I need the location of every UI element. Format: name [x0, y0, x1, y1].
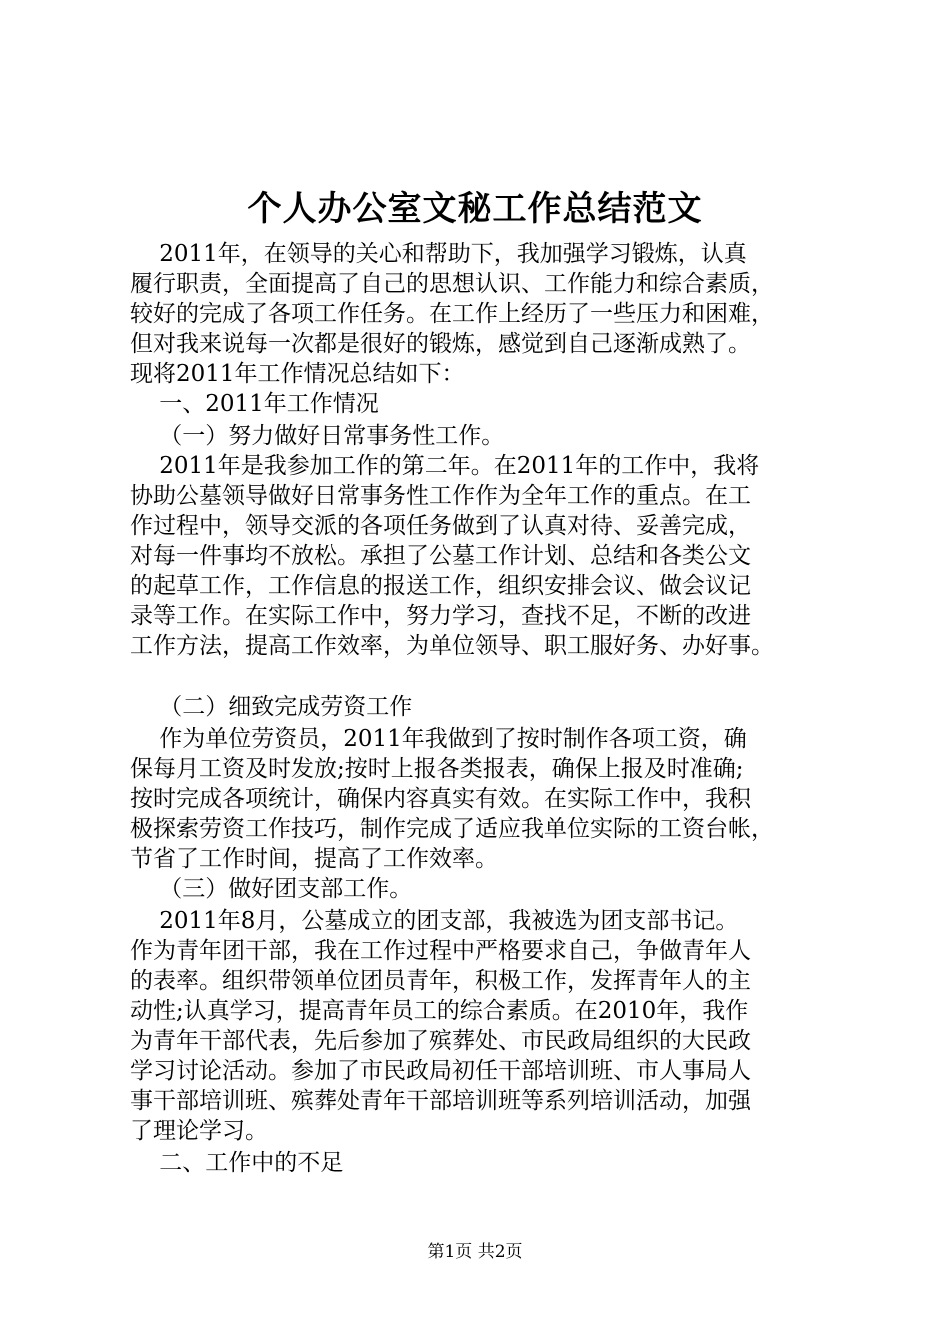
document-title: 个人办公室文秘工作总结范文	[247, 189, 703, 229]
text-line: 协助公墓领导做好日常事务性工作作为全年工作的重点。在工	[130, 483, 751, 509]
page-number-footer: 第1页 共2页	[427, 1242, 523, 1262]
text-line: 作过程中，领导交派的各项任务做到了认真对待、妥善完成，	[130, 513, 751, 539]
text-line: 对每一件事均不放松。承担了公墓工作计划、总结和各类公文	[130, 543, 751, 569]
subsection-heading: （三）做好团支部工作。	[130, 876, 413, 902]
text-line: 事干部培训班、殡葬处青年干部培训班等系列培训活动，加强	[130, 1088, 751, 1114]
text-line: 的表率。组织带领单位团员青年，积极工作，发挥青年人的主	[130, 968, 751, 994]
text-line: 极探索劳资工作技巧，制作完成了适应我单位实际的工资台帐，	[130, 816, 774, 842]
text-line: 动性;认真学习，提高青年员工的综合素质。在2010年，我作	[130, 998, 749, 1024]
text-line: 现将2011年工作情况总结如下：	[130, 361, 465, 387]
text-line: 保每月工资及时发放;按时上报各类报表，确保上报及时准确;	[130, 756, 744, 782]
text-line: 作为单位劳资员，2011年我做到了按时制作各项工资，确	[130, 726, 747, 752]
text-line: 2011年8月，公墓成立的团支部，我被选为团支部书记。	[130, 908, 739, 934]
text-line: 学习讨论活动。参加了市民政局初任干部培训班、市人事局人	[130, 1058, 751, 1084]
text-line: 2011年是我参加工作的第二年。在2011年的工作中，我将	[130, 453, 760, 479]
text-line: 录等工作。在实际工作中，努力学习，查找不足，不断的改进	[130, 603, 751, 629]
text-line: 工作方法，提高工作效率，为单位领导、职工服好务、办好事。	[130, 633, 774, 659]
text-line: 按时完成各项统计，确保内容真实有效。在实际工作中，我积	[130, 786, 751, 812]
subsection-heading: （一）努力做好日常事务性工作。	[130, 423, 505, 449]
text-line: 但对我来说每一次都是很好的锻炼，感觉到自己逐渐成熟了。	[130, 331, 751, 357]
text-line: 的起草工作，工作信息的报送工作，组织安排会议、做会议记	[130, 573, 751, 599]
section-heading: 二、工作中的不足	[130, 1150, 344, 1176]
text-line: 了理论学习。	[130, 1118, 268, 1144]
text-line: 较好的完成了各项工作任务。在工作上经历了一些压力和困难，	[130, 301, 774, 327]
section-heading: 一、2011年工作情况	[130, 391, 379, 417]
subsection-heading: （二）细致完成劳资工作	[130, 694, 413, 720]
text-line: 为青年干部代表，先后参加了殡葬处、市民政局组织的大民政	[130, 1028, 751, 1054]
text-line: 节省了工作时间，提高了工作效率。	[130, 846, 498, 872]
text-line: 2011年，在领导的关心和帮助下，我加强学习锻炼，认真	[130, 241, 747, 267]
text-line: 履行职责，全面提高了自己的思想认识、工作能力和综合素质，	[130, 271, 774, 297]
text-line: 作为青年团干部，我在工作过程中严格要求自己，争做青年人	[130, 938, 751, 964]
